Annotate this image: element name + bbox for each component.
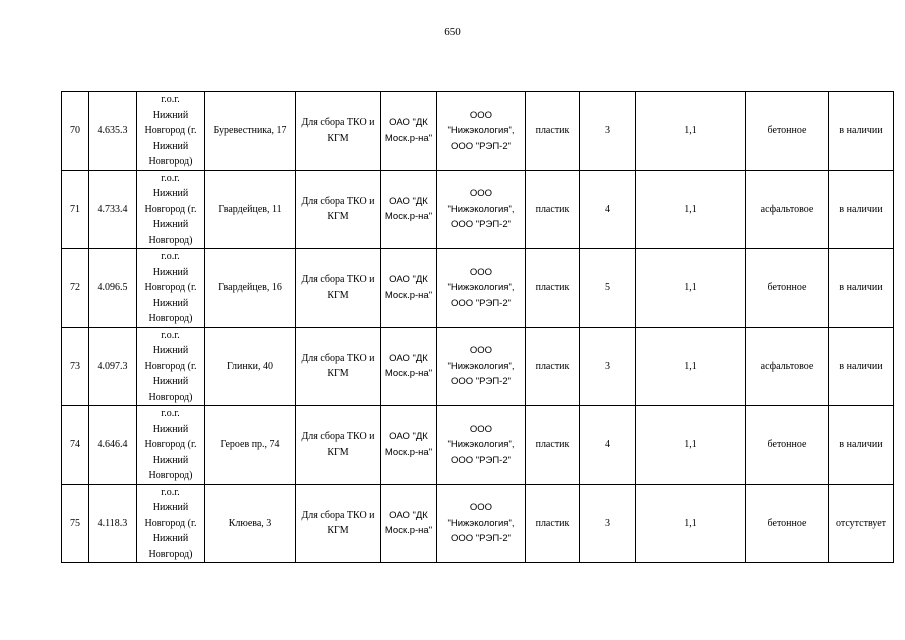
municipality-line: Новгород)	[148, 391, 193, 403]
cell-material: пластик	[526, 484, 580, 563]
municipality-line: Нижний	[152, 188, 189, 199]
table-row	[62, 406, 894, 485]
cell-organization: ОАО "ДК Моск.р-на"	[381, 484, 437, 563]
cell-surface: асфальтовое	[746, 170, 829, 249]
cell-volume: 1,1	[636, 484, 746, 563]
cell-purpose: Для сбора ТКО и КГМ	[296, 249, 381, 328]
cell-operator: ООО "Нижэкология", ООО "РЭП-2"	[437, 327, 526, 406]
table-body	[62, 92, 894, 563]
cell-material: пластик	[526, 406, 580, 485]
cell-surface: бетонное	[746, 249, 829, 328]
cell-volume: 1,1	[636, 170, 746, 249]
cell-num: 71	[62, 170, 89, 249]
cell-organization: ОАО "ДК Моск.р-на"	[381, 249, 437, 328]
cell-fence: в наличии	[829, 327, 894, 406]
cell-code: 4.118.3	[89, 484, 137, 563]
municipality-line: Нижний	[152, 533, 189, 544]
cell-quantity: 3	[580, 327, 636, 406]
municipality-line: Новгород (г.	[144, 517, 197, 529]
cell-num: 72	[62, 249, 89, 328]
table-row	[62, 327, 894, 406]
municipality-line: Нижний	[152, 345, 189, 356]
cell-organization: ОАО "ДК Моск.р-на"	[381, 327, 437, 406]
municipality-line: Нижний	[152, 109, 189, 121]
cell-purpose: Для сбора ТКО и КГМ	[296, 327, 381, 406]
municipality-line: Новгород)	[148, 234, 193, 246]
cell-organization: ОАО "ДК Моск.р-на"	[381, 92, 437, 171]
cell-fence: в наличии	[829, 249, 894, 328]
cell-municipality	[137, 92, 205, 171]
municipality-line: Новгород (г.	[144, 360, 197, 372]
table-row	[62, 170, 894, 249]
cell-municipality	[137, 327, 205, 406]
municipality-line: г.о.г.	[161, 172, 180, 184]
cell-num: 73	[62, 327, 89, 406]
municipality-line: Новгород (г.	[144, 125, 197, 136]
table-row	[62, 484, 894, 563]
cell-surface: бетонное	[746, 484, 829, 563]
cell-municipality	[137, 170, 205, 249]
cell-quantity: 4	[580, 406, 636, 485]
municipality-line: Нижний	[152, 454, 189, 466]
municipality-line: Новгород)	[148, 470, 193, 481]
cell-operator: ООО "Нижэкология", ООО "РЭП-2"	[437, 406, 526, 485]
cell-material: пластик	[526, 92, 580, 171]
municipality-line: Новгород (г.	[144, 203, 197, 215]
cell-purpose: Для сбора ТКО и КГМ	[296, 484, 381, 563]
cell-organization: ОАО "ДК Моск.р-на"	[381, 406, 437, 485]
cell-operator: ООО "Нижэкология", ООО "РЭП-2"	[437, 92, 526, 171]
cell-address: Буревестника, 17	[205, 92, 296, 171]
municipality-line: Новгород)	[148, 156, 193, 167]
cell-code: 4.733.4	[89, 170, 137, 249]
cell-surface: бетонное	[746, 92, 829, 171]
cell-volume: 1,1	[636, 92, 746, 171]
cell-address: Героев пр., 74	[205, 406, 296, 485]
cell-fence: отсутствует	[829, 484, 894, 563]
cell-operator: ООО "Нижэкология", ООО "РЭП-2"	[437, 249, 526, 328]
municipality-line: г.о.г.	[161, 251, 180, 262]
cell-address: Глинки, 40	[205, 327, 296, 406]
cell-address: Клюева, 3	[205, 484, 296, 563]
cell-surface: бетонное	[746, 406, 829, 485]
cell-fence: в наличии	[829, 406, 894, 485]
cell-material: пластик	[526, 249, 580, 328]
municipality-line: Нижний	[152, 502, 189, 513]
cell-quantity: 5	[580, 249, 636, 328]
municipality-line: Нижний	[152, 297, 189, 309]
cell-material: пластик	[526, 327, 580, 406]
waste-sites-table	[61, 91, 894, 563]
cell-purpose: Для сбора ТКО и КГМ	[296, 170, 381, 249]
cell-volume: 1,1	[636, 406, 746, 485]
cell-volume: 1,1	[636, 249, 746, 328]
cell-quantity: 4	[580, 170, 636, 249]
municipality-line: Новгород (г.	[144, 282, 197, 293]
cell-code: 4.646.4	[89, 406, 137, 485]
cell-code: 4.097.3	[89, 327, 137, 406]
cell-operator: ООО "Нижэкология", ООО "РЭП-2"	[437, 170, 526, 249]
cell-code: 4.635.3	[89, 92, 137, 171]
cell-volume: 1,1	[636, 327, 746, 406]
cell-fence: в наличии	[829, 92, 894, 171]
municipality-line: г.о.г.	[161, 486, 180, 498]
table-row	[62, 249, 894, 328]
cell-num: 74	[62, 406, 89, 485]
cell-municipality	[137, 406, 205, 485]
cell-organization: ОАО "ДК Моск.р-на"	[381, 170, 437, 249]
cell-fence: в наличии	[829, 170, 894, 249]
municipality-line: Нижний	[152, 219, 189, 230]
municipality-line: Нижний	[152, 140, 189, 152]
cell-surface: асфальтовое	[746, 327, 829, 406]
cell-operator: ООО "Нижэкология", ООО "РЭП-2"	[437, 484, 526, 563]
page-number: 650	[444, 26, 461, 38]
cell-num: 75	[62, 484, 89, 563]
cell-purpose: Для сбора ТКО и КГМ	[296, 92, 381, 171]
cell-material: пластик	[526, 170, 580, 249]
municipality-line: Нижний	[152, 376, 189, 387]
municipality-line: Новгород (г.	[144, 439, 197, 450]
cell-address: Гвардейцев, 16	[205, 249, 296, 328]
cell-municipality	[137, 249, 205, 328]
municipality-line: Новгород)	[148, 313, 193, 324]
cell-code: 4.096.5	[89, 249, 137, 328]
municipality-line: г.о.г.	[161, 408, 180, 419]
municipality-line: г.о.г.	[161, 329, 180, 341]
cell-municipality	[137, 484, 205, 563]
municipality-line: Нижний	[152, 266, 189, 278]
cell-purpose: Для сбора ТКО и КГМ	[296, 406, 381, 485]
municipality-line: г.о.г.	[161, 94, 180, 105]
municipality-line: Нижний	[152, 423, 189, 435]
cell-quantity: 3	[580, 484, 636, 563]
cell-address: Гвардейцев, 11	[205, 170, 296, 249]
municipality-line: Новгород)	[148, 548, 193, 560]
cell-quantity: 3	[580, 92, 636, 171]
cell-num: 70	[62, 92, 89, 171]
table-row	[62, 92, 894, 171]
